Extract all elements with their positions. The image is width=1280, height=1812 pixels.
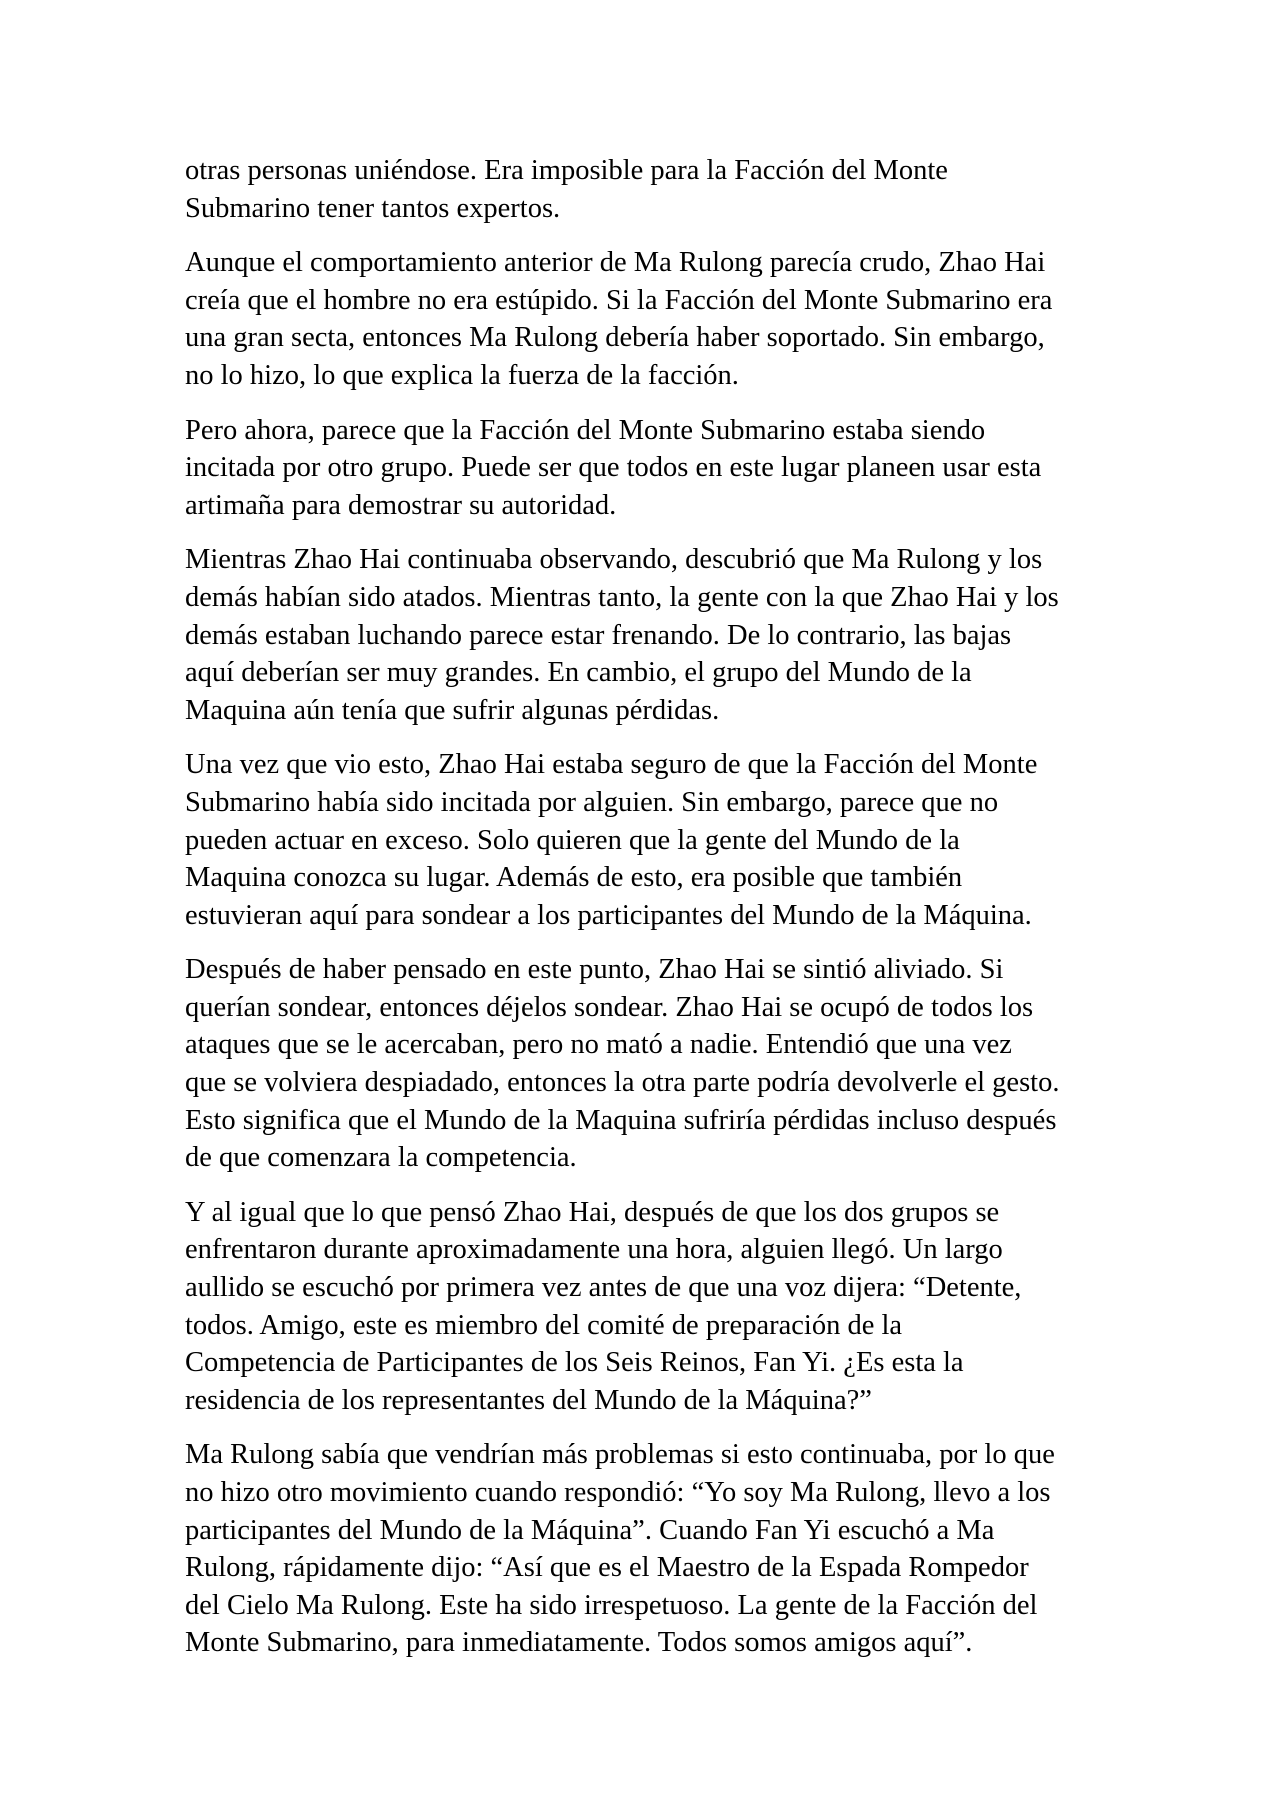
text-line: demás estaban luchando parece estar frenando. De lo contrario, las bajas — [185, 619, 1012, 651]
text-line: Mientras Zhao Hai continuaba observando, descubrió que Ma Rulong y los — [185, 544, 1043, 576]
text-line: Ma Rulong sabía que vendrían más problemas si esto continuaba, por lo que — [185, 1439, 1055, 1471]
paragraph — [185, 244, 1120, 394]
text-line: residencia de los representantes del Mundo de la Máquina?” — [185, 1384, 872, 1416]
text-line: aullido se escuchó por primera vez antes de que una voz dijera: “Detente, — [185, 1272, 1022, 1304]
text-line: que se volviera despiadado, entonces la otra parte podría devolverle el gesto. — [185, 1067, 1060, 1099]
text-line: estuvieran aquí para sondear a los participantes del Mundo de la Máquina. — [185, 899, 1032, 931]
text-line: una gran secta, entonces Ma Rulong debería haber soportado. Sin embargo, — [185, 322, 1045, 354]
paragraph — [185, 412, 1120, 525]
text-line: Después de haber pensado en este punto, Zhao Hai se sintió aliviado. Si — [185, 954, 1004, 986]
paragraph — [185, 541, 1120, 729]
document-page — [185, 152, 1120, 1679]
text-line: Pero ahora, parece que la Facción del Monte Submarino estaba siendo — [185, 414, 986, 446]
text-line: de que comenzara la competencia. — [185, 1142, 577, 1174]
text-line: incitada por otro grupo. Puede ser que todos en este lugar planeen usar esta — [185, 452, 1042, 484]
paragraph — [185, 152, 1120, 227]
text-line: creía que el hombre no era estúpido. Si la Facción del Monte Submarino era — [185, 284, 1053, 316]
text-line: aquí deberían ser muy grandes. En cambio, el grupo del Mundo de la — [185, 657, 972, 689]
text-line: demás habían sido atados. Mientras tanto, la gente con la que Zhao Hai y los — [185, 581, 1059, 613]
text-line: querían sondear, entonces déjelos sondear. Zhao Hai se ocupó de todos los — [185, 991, 1034, 1023]
text-line: del Cielo Ma Rulong. Este ha sido irrespetuoso. La gente de la Facción del — [185, 1589, 1038, 1621]
text-line: enfrentaron durante aproximadamente una hora, alguien llegó. Un largo — [185, 1234, 1003, 1266]
paragraph — [185, 1436, 1120, 1662]
text-line: artimaña para demostrar su autoridad. — [185, 489, 617, 521]
paragraph — [185, 1194, 1120, 1420]
paragraph — [185, 951, 1120, 1177]
text-line: pueden actuar en exceso. Solo quieren que la gente del Mundo de la — [185, 824, 960, 856]
text-line: Monte Submarino, para inmediatamente. Todos somos amigos aquí”. — [185, 1627, 973, 1659]
text-line: no hizo otro movimiento cuando respondió: “Yo soy Ma Rulong, llevo a los — [185, 1477, 1051, 1508]
text-line: Competencia de Participantes de los Seis Reinos, Fan Yi. ¿Es esta la — [185, 1347, 964, 1379]
text-line: Una vez que vio esto, Zhao Hai estaba seguro de que la Facción del Monte — [185, 749, 1038, 781]
text-line: Maquina conozca su lugar. Además de esto, era posible que también — [185, 862, 963, 894]
text-line: Esto significa que el Mundo de la Maquina sufriría pérdidas incluso después — [185, 1104, 1057, 1136]
text-line: otras personas uniéndose. Era imposible para la Facción del Monte — [185, 155, 948, 186]
text-line: Maquina aún tenía que sufrir algunas pérdidas. — [185, 694, 720, 726]
text-line: Aunque el comportamiento anterior de Ma Rulong parecía crudo, Zhao Hai — [185, 247, 1046, 279]
text-line: ataques que se le acercaban, pero no mató a nadie. Entendió que una vez — [185, 1029, 1012, 1061]
text-line: participantes del Mundo de la Máquina”. Cuando Fan Yi escuchó a Ma — [185, 1514, 995, 1546]
text-line: Submarino tener tantos expertos. — [185, 192, 561, 224]
paragraph — [185, 746, 1120, 934]
text-line: Y al igual que lo que pensó Zhao Hai, después de que los dos grupos se — [185, 1196, 1000, 1228]
text-line: todos. Amigo, este es miembro del comité de preparación de la — [185, 1309, 903, 1341]
text-line: Submarino había sido incitada por alguien. Sin embargo, parece que no — [185, 786, 999, 818]
text-line: Rulong, rápidamente dijo: “Así que es el Maestro de la Espada Rompedor — [185, 1552, 1029, 1584]
text-line: no lo hizo, lo que explica la fuerza de la facción. — [185, 359, 739, 391]
